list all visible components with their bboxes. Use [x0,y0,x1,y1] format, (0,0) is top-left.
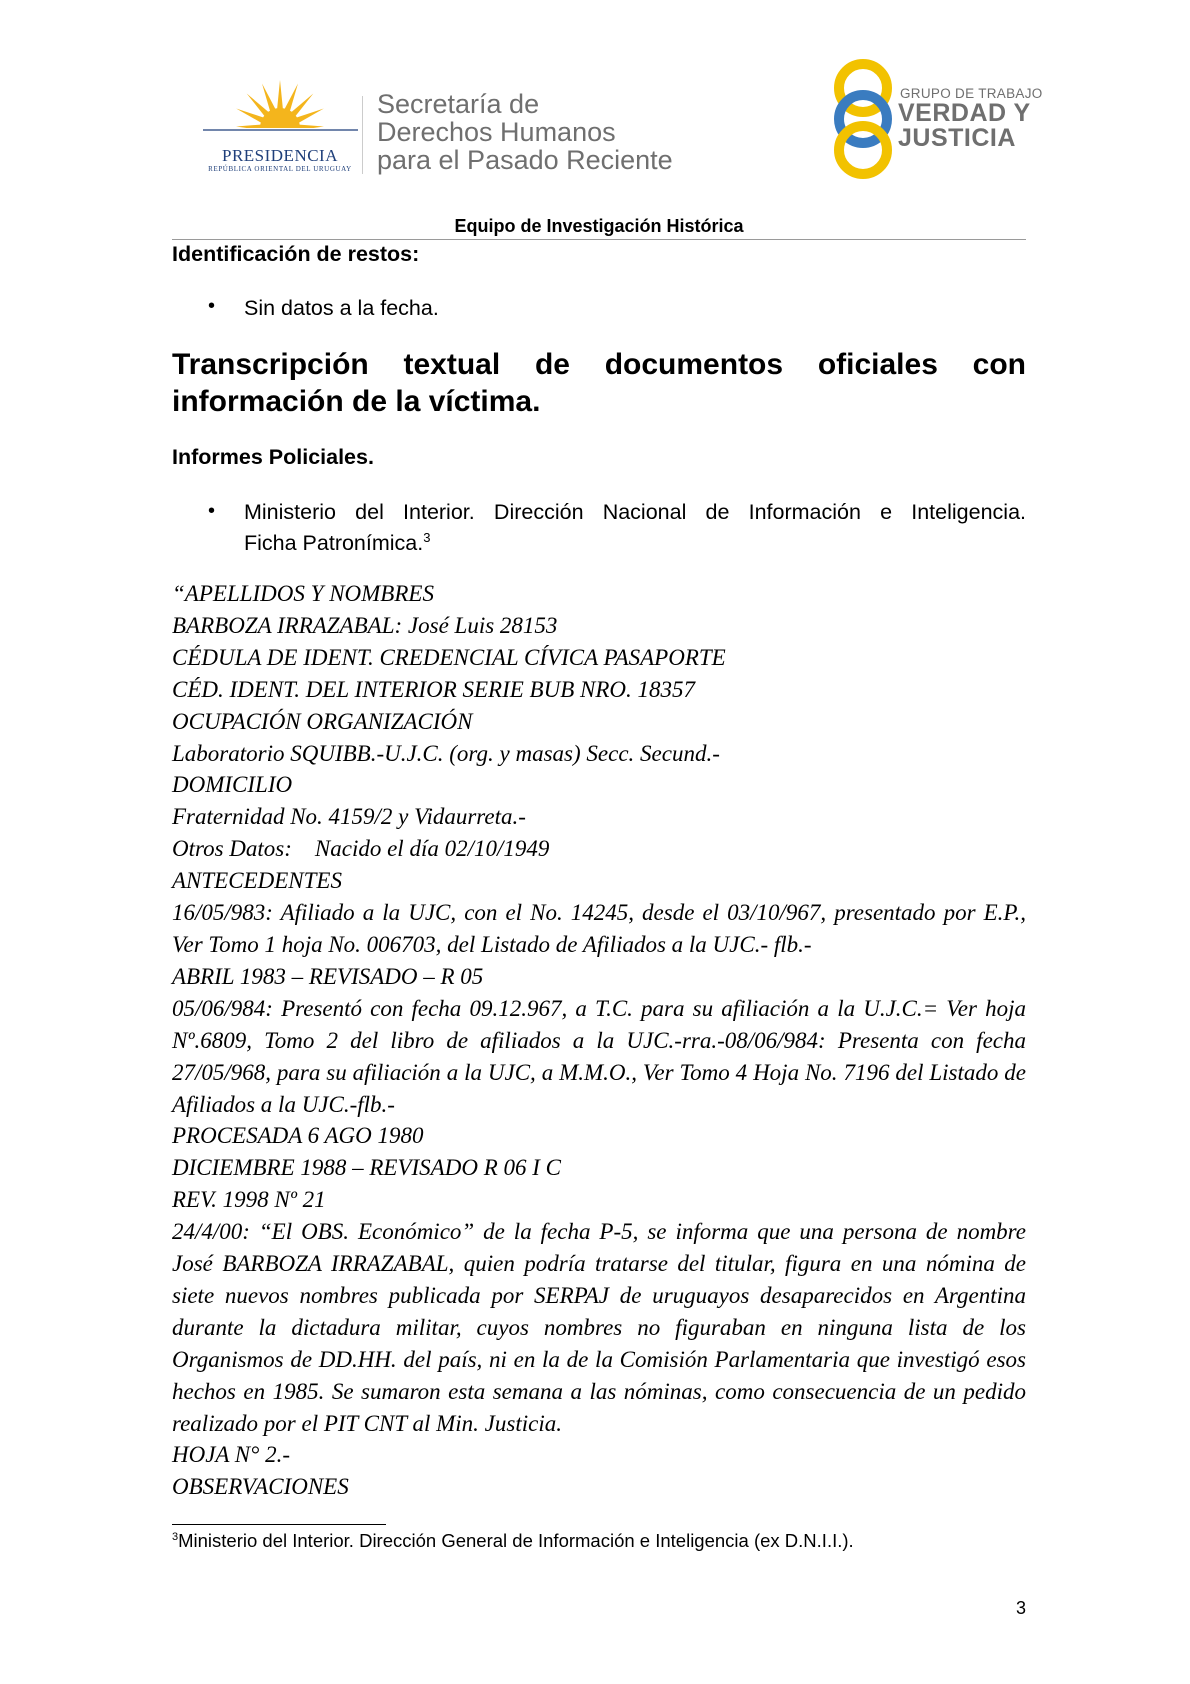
transcript-line: “APELLIDOS Y NOMBRES [172,581,434,606]
footnote-ref[interactable]: 3 [423,529,431,545]
transcript-line: PROCESADA 6 AGO 1980 [172,1123,424,1149]
verdad-justicia-rings-logo [823,57,907,181]
transcript-line: DOMICILIO [172,772,293,798]
informes-subheading: Informes Policiales. [172,445,374,469]
footnote-number: 3 [172,1530,179,1543]
footnote [172,1530,854,1552]
secretaria-line-1: Secretaría de [377,89,540,119]
ministerio-bullet-line-1: Ministerio del Interior. Dirección Nacional de Información e Inteligencia. [244,500,1026,524]
transcript-line: Fraternidad No. 4159/2 y Vidaurreta.- [172,804,526,830]
identificacion-heading: Identificación de restos: [172,242,420,266]
transcript-block [172,578,1026,1503]
secretaria-line-3: para el Pasado Reciente [377,145,673,175]
transcript-line: ABRIL 1983 – REVISADO – R 05 [172,963,484,989]
secretaria-wordmark [377,90,673,174]
transcript-paragraph: 16/05/983: Afiliado a la UJC, con el No. 14245, desde el 03/10/967, presentado por E.P., Ver Tomo 1 hoja No. 006703, del Listado de Afiliados a la UJC.- flb.- [172,900,1026,957]
transcript-paragraph: 05/06/984: Presentó con fecha 09.12.967, a T.C. para su afiliación a la U.J.C.= Ver hoja Nº.6809, Tomo 2 del libro de afiliados a la UJC.-rra.-08/06/984: Presenta con fecha 27/05/968, para su afiliación a la UJC, a M.M.O., Ver Tomo 4 Hoja No. 7196 del Listado de Afiliados a la UJC.-flb.- [172,995,1026,1117]
transcript-line: HOJA N° 2.- [172,1442,291,1468]
footnote-rule [172,1524,386,1525]
transcripcion-heading-line-2: información de la víctima. [172,385,541,418]
transcript-line: CÉD. IDENT. DEL INTERIOR SERIE BUB NRO. 18357 [172,676,696,702]
transcript-line: OCUPACIÓN ORGANIZACIÓN [172,708,473,734]
presidencia-wordmark: PRESIDENCIA [221,146,338,165]
page-number: 3 [1016,1598,1027,1618]
justicia-label: JUSTICIA [898,124,1016,152]
ministerio-bullet [244,497,1026,559]
secretaria-line-2: Derechos Humanos [377,117,616,147]
presidencia-subtitle: REPÚBLICA ORIENTAL DEL URUGUAY [208,165,352,173]
transcript-line: BARBOZA IRRAZABAL: José Luis 28153 [172,612,558,638]
transcript-paragraph: 24/4/00: “El OBS. Económico” de la fecha P-5, se informa que una persona de nombre José BARBOZA IRRAZABAL, quien podría tratarse del titular, figura en una nómina de siete nuevos nombres publicada por SERPAJ de uruguayos desaparecidos en Argentina durante la dictadura militar, cuyos nombres no figuraban en ninguna lista de los Organismos de DD.HH. del país, ni en la de la Comisión Parlamentaria que investigó esos hechos en 1985. Se sumaron esta semana a las nóminas, como consecuencia de un pedido realizado por el PIT CNT al Min. Justicia. [172,1219,1026,1436]
footnote-text: Ministerio del Interior. Dirección General de Información e Inteligencia (ex D.N.I.I.). [178,1530,854,1551]
ministerio-bullet-line-2-text: Ficha Patronímica. [244,531,424,555]
header-divider [362,96,363,174]
transcripcion-heading-line-1: Transcripción textual de documentos oficiales con [172,348,1026,381]
identificacion-bullet: Sin datos a la fecha. [244,296,439,320]
verdad-y-label: VERDAD Y [898,99,1031,127]
transcript-line: CÉDULA DE IDENT. CREDENCIAL CÍVICA PASAPORTE [172,644,726,670]
ministerio-bullet-line-2 [244,528,1026,559]
transcript-line: OBSERVACIONES [172,1474,349,1500]
transcript-line: DICIEMBRE 1988 – REVISADO R 06 I C [172,1155,562,1181]
transcript-line: Laboratorio SQUIBB.-U.J.C. (org. y masas) Secc. Secund.- [172,740,720,766]
bullet-dot: • [208,500,216,522]
bullet-dot: • [208,295,216,317]
header-rule [172,239,1026,240]
transcript-line: REV. 1998 Nº 21 [172,1187,326,1213]
grupo-trabajo-label: GRUPO DE TRABAJO [900,86,1043,101]
team-header: Equipo de Investigación Histórica [454,216,744,236]
transcripcion-heading [172,346,1026,420]
transcript-line: ANTECEDENTES [172,868,342,894]
transcript-line: Otros Datos: Nacido el día 02/10/1949 [172,836,550,862]
